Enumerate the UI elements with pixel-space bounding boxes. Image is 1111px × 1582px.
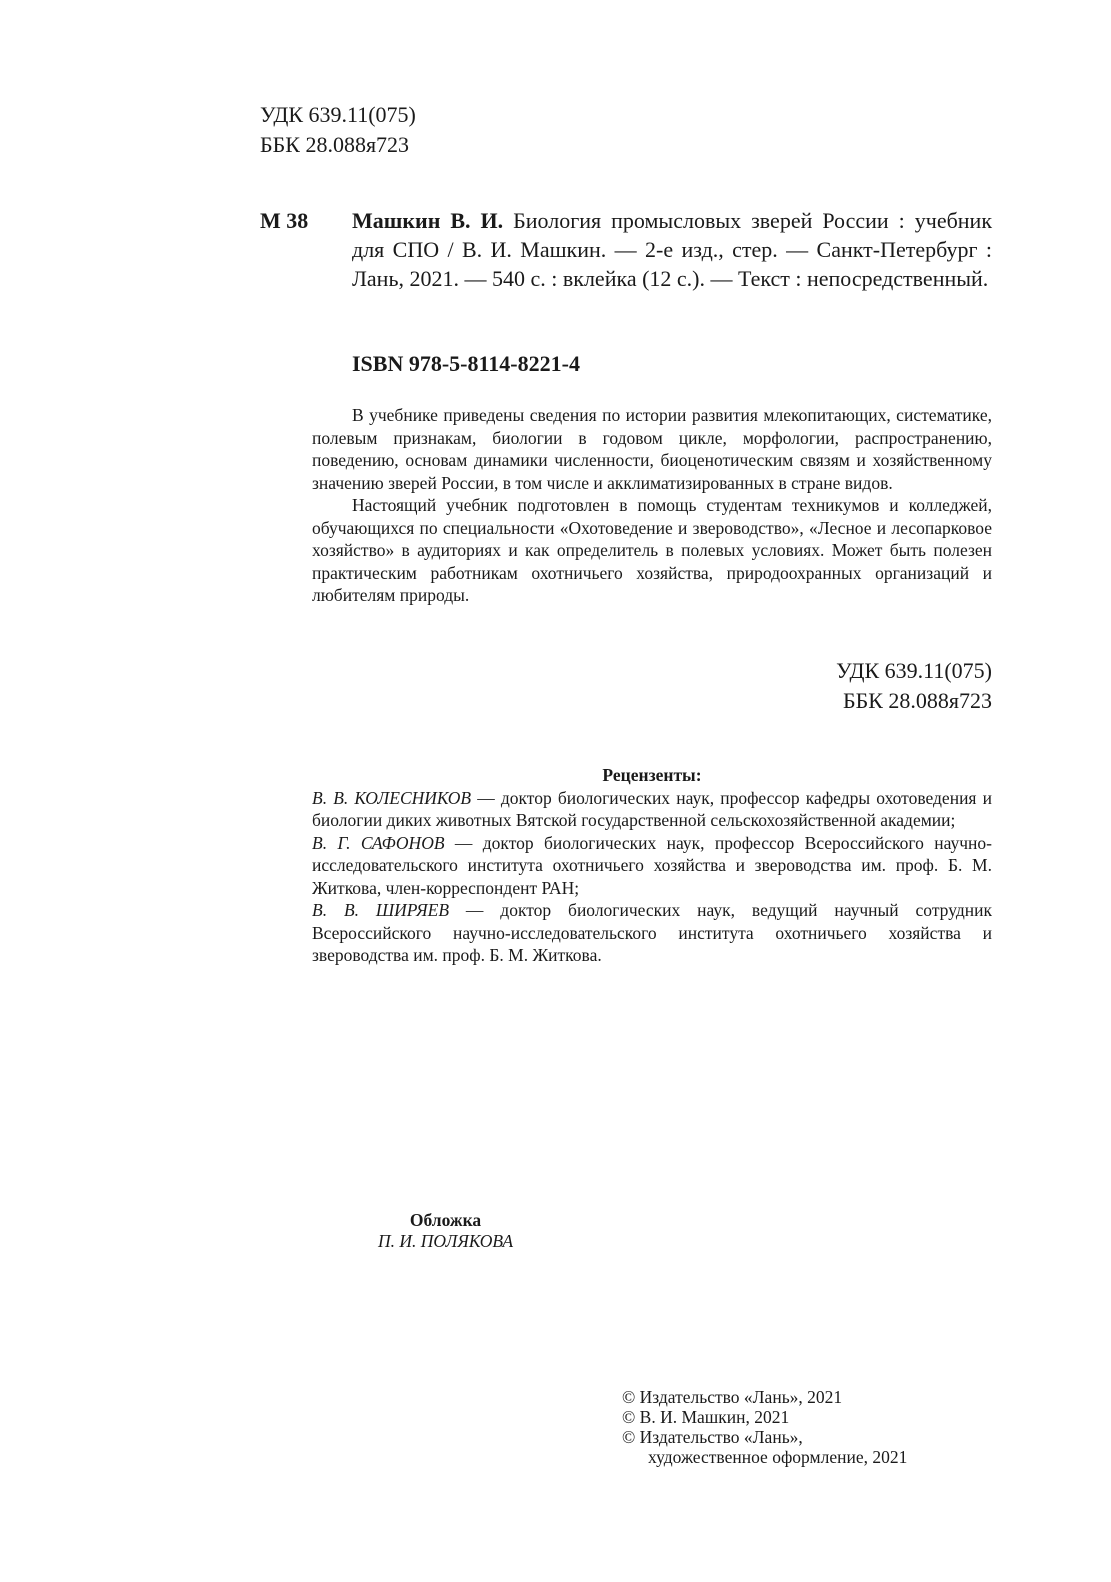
copyright-line-1: © Издательство «Лань», 2021 (622, 1387, 843, 1407)
abstract (312, 404, 992, 607)
reviewer-description: — доктор биологических наук, ведущий научный сотрудник Всероссийского научно-исследовательского института охотничьего хозяйства и звероводства им. проф. Б. М. Житкова. (312, 900, 992, 965)
cover-credit (0, 1210, 1111, 1252)
cover-artist: П. И. ПОЛЯКОВА (377, 1231, 514, 1251)
classification-codes-bottom (836, 656, 992, 716)
bibliographic-entry (260, 206, 992, 293)
copyright-line-4: художественное оформление, 2021 (648, 1447, 908, 1467)
udk-code: УДК 639.11(075) (260, 102, 416, 127)
reviewer-3 (312, 899, 992, 967)
reviewer-name: В. В. КОЛЕСНИКОВ (312, 787, 472, 808)
bbk-code-repeat: ББК 28.088я723 (842, 688, 992, 713)
reviewer-description: — доктор биологических наук, профессор кафедры охотоведения и биологии диких животных Вятской государственной сельскохозяйственной академии; (312, 787, 992, 830)
abstract-paragraph-2: Настоящий учебник подготовлен в помощь студентам техникумов и колледжей, обучающихся по специальности «Охотоведение и звероводство», «Лесное и лесопарковое хозяйство» в аудиториях и как определитель в полевых условиях. Может быть полезен практическим работникам охотничьего хозяйства, природоохранных организаций и любителям природы. (312, 495, 992, 605)
isbn: ISBN 978-5-8114-8221-4 (352, 351, 580, 376)
copyright-line-2: © В. И. Машкин, 2021 (622, 1407, 790, 1427)
reviewer-2 (312, 832, 992, 900)
author-mark: М 38 (260, 208, 309, 233)
author-name: Машкин В. И. (352, 208, 504, 233)
copyright-line-3: © Издательство «Лань», (622, 1427, 803, 1447)
reviewers-section (312, 764, 992, 967)
udk-code-repeat: УДК 639.11(075) (836, 658, 992, 683)
copyright-block (622, 1387, 907, 1467)
cover-label: Обложка (409, 1210, 482, 1230)
reviewer-name: В. Г. САФОНОВ (312, 832, 445, 853)
abstract-paragraph-1: В учебнике приведены сведения по истории развития млекопитающих, систематике, полевым признакам, биологии в годовом цикле, морфологии, распространению, поведению, основам динамики численности, биоценотическим связям и хозяйственному значению зверей России, в том числе и акклиматизированных в стране видов. (312, 405, 992, 493)
reviewer-name: В. В. ШИРЯЕВ (312, 900, 450, 920)
reviewer-1 (312, 787, 992, 832)
classification-codes-top (260, 100, 416, 160)
bbk-code: ББК 28.088я723 (260, 132, 410, 157)
reviewer-description: — доктор биологических наук, профессор Всероссийского научно-исследовательского института охотничьего хозяйства и звероводства им. проф. Б. М. Житкова, член-корреспондент РАН; (312, 832, 992, 898)
description-text: Биология промысловых зверей России : учебник для СПО / В. И. Машкин. — 2-е изд., стер. — Санкт-Петербург : Лань, 2021. — 540 с. : вклейка (12 с.). — Текст : непосредственный. (352, 208, 993, 291)
bibliographic-description (352, 206, 992, 293)
reviewers-heading: Рецензенты: (602, 765, 702, 785)
